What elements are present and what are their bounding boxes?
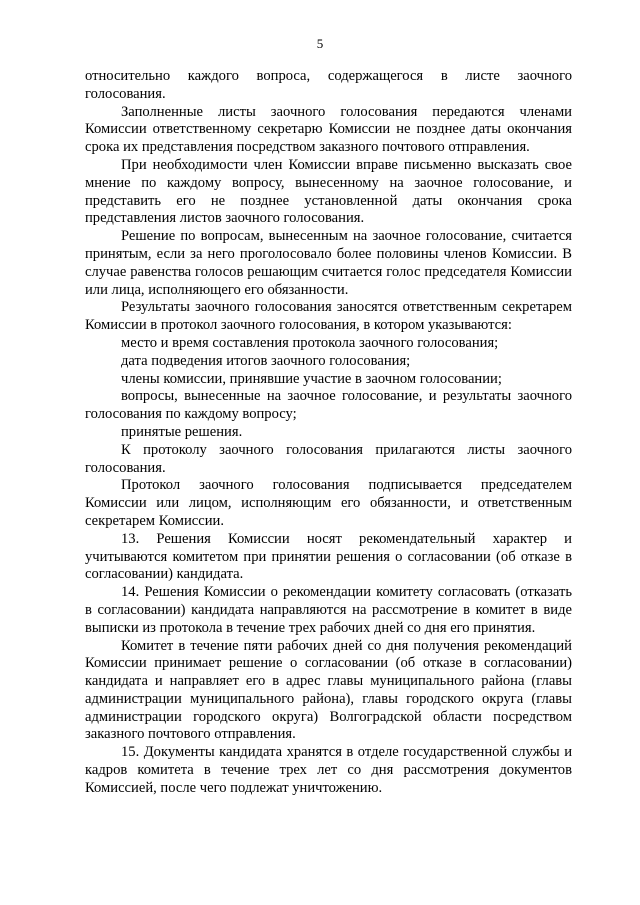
clause-13: 13. Решения Комиссии носят рекомендательный характер и учитываются комитетом при принятии решения о согласовании (об отказе в согласовании) кандидата. bbox=[85, 530, 572, 583]
paragraph: Решение по вопросам, вынесенным на заочное голосование, считается принятым, если за него проголосовало более половины членов Комиссии. В случае равенства голосов решающим считается голос председателя Комиссии или лица, исполняющего его обязанности. bbox=[85, 228, 572, 298]
paragraph: Протокол заочного голосования подписывается председателем Комиссии или лицом, исполняющим его обязанности, и ответственным секретарем Комиссии. bbox=[85, 477, 572, 529]
paragraph: Заполненные листы заочного голосования передаются членами Комиссии ответственному секретарю Комиссии не позднее даты окончания срока их представления посредством заказного почтового отправления. bbox=[85, 103, 572, 156]
clause-15: 15. Документы кандидата хранятся в отделе государственной службы и кадров комитета в течение трех лет со дня рассмотрения документов Комиссией, после чего подлежат уничтожению. bbox=[85, 744, 572, 796]
paragraph: К протоколу заочного голосования прилагаются листы заочного голосования. bbox=[85, 441, 572, 476]
page-number: 5 bbox=[316, 36, 324, 51]
list-item: члены комиссии, принявшие участие в заочном голосовании; bbox=[121, 370, 502, 387]
document-body bbox=[85, 68, 572, 798]
paragraph: Комитет в течение пяти рабочих дней со дня получения рекомендаций Комиссии принимает решение о согласовании (об отказе в согласовании) кандидата и направляет его в адрес главы муниципального района (главы администрации муниципального района), главы городского округа (главы администрации городского округа) Волгоградской области посредством заказного почтового отправления. bbox=[85, 637, 572, 743]
list-item: место и время составления протокола заочного голосования; bbox=[121, 334, 499, 351]
paragraph-continuation: относительно каждого вопроса, содержащегося в листе заочного голосования. bbox=[85, 68, 572, 102]
list-item: принятые решения. bbox=[121, 423, 243, 440]
paragraph: Результаты заочного голосования заносятся ответственным секретарем Комиссии в протокол заочного голосования, в котором указываются: bbox=[85, 299, 572, 334]
paragraph: При необходимости член Комиссии вправе письменно высказать свое мнение по каждому вопросу, вынесенному на заочное голосование, и представить его не позднее установленной даты окончания срока представления листов заочного голосования. bbox=[85, 156, 572, 227]
list-item: вопросы, вынесенные на заочное голосование, и результаты заочного голосования по каждому вопросу; bbox=[85, 388, 572, 423]
clause-14: 14. Решения Комиссии о рекомендации комитету согласовать (отказать в согласовании) кандидата направляются на рассмотрение в комитет в виде выписки из протокола в течение трех рабочих дней со дня его принятия. bbox=[85, 584, 572, 636]
list-item: дата подведения итогов заочного голосования; bbox=[121, 352, 411, 369]
